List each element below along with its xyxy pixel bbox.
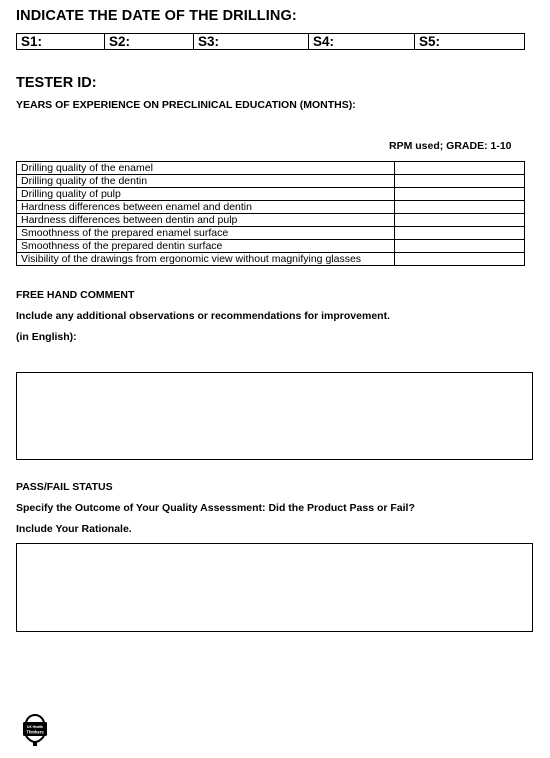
grade-cell[interactable]: [395, 188, 525, 201]
criteria-table: [16, 161, 525, 266]
session-cell-s1[interactable]: S1:: [17, 34, 105, 50]
grade-cell[interactable]: [395, 227, 525, 240]
status-textbox[interactable]: [16, 543, 533, 632]
criteria-row: [17, 188, 525, 201]
session-dates-table: [16, 33, 525, 50]
comment-instruction: Include any additional observations or recommendations for improvement.: [16, 310, 390, 322]
criteria-row: [17, 240, 525, 253]
criterion-label: Drilling quality of pulp: [17, 188, 395, 201]
status-instruction: Specify the Outcome of Your Quality Assessment: Did the Product Pass or Fail?: [16, 502, 415, 514]
criterion-label: Visibility of the drawings from ergonomic view without magnifying glasses: [17, 253, 395, 266]
comment-textbox[interactable]: [16, 372, 533, 460]
criteria-row: [17, 227, 525, 240]
grade-cell[interactable]: [395, 240, 525, 253]
criterion-label: Drilling quality of the dentin: [17, 175, 395, 188]
experience-label: YEARS OF EXPERIENCE ON PRECLINICAL EDUCATION (MONTHS):: [16, 99, 356, 111]
criterion-label: Hardness differences between dentin and pulp: [17, 214, 395, 227]
session-cell-s5[interactable]: S5:: [415, 34, 525, 50]
logo-text-line2: Thinkers: [26, 729, 44, 735]
grade-cell[interactable]: [395, 201, 525, 214]
organization-logo: [22, 708, 48, 748]
grade-cell[interactable]: [395, 214, 525, 227]
criterion-label: Smoothness of the prepared enamel surface: [17, 227, 395, 240]
criteria-row: [17, 162, 525, 175]
session-cell-s4[interactable]: S4:: [309, 34, 415, 50]
criterion-label: Hardness differences between enamel and dentin: [17, 201, 395, 214]
comment-title: FREE HAND COMMENT: [16, 289, 135, 301]
criteria-row: [17, 201, 525, 214]
criterion-label: Drilling quality of the enamel: [17, 162, 395, 175]
criteria-row: [17, 253, 525, 266]
grade-header: RPM used; GRADE: 1-10: [389, 140, 512, 152]
comment-language-note: (in English):: [16, 331, 77, 343]
logo-text-line1: UX Health: [26, 725, 44, 729]
session-cell-s3[interactable]: S3:: [194, 34, 309, 50]
criteria-row: [17, 214, 525, 227]
status-title: PASS/FAIL STATUS: [16, 481, 113, 493]
grade-cell[interactable]: [395, 162, 525, 175]
grade-cell[interactable]: [395, 175, 525, 188]
tester-id-label: TESTER ID:: [16, 75, 97, 91]
criterion-label: Smoothness of the prepared dentin surface: [17, 240, 395, 253]
criteria-row: [17, 175, 525, 188]
drilling-date-heading: INDICATE THE DATE OF THE DRILLING:: [16, 8, 297, 24]
grade-cell[interactable]: [395, 253, 525, 266]
session-cell-s2[interactable]: S2:: [105, 34, 194, 50]
status-rationale: Include Your Rationale.: [16, 523, 132, 535]
